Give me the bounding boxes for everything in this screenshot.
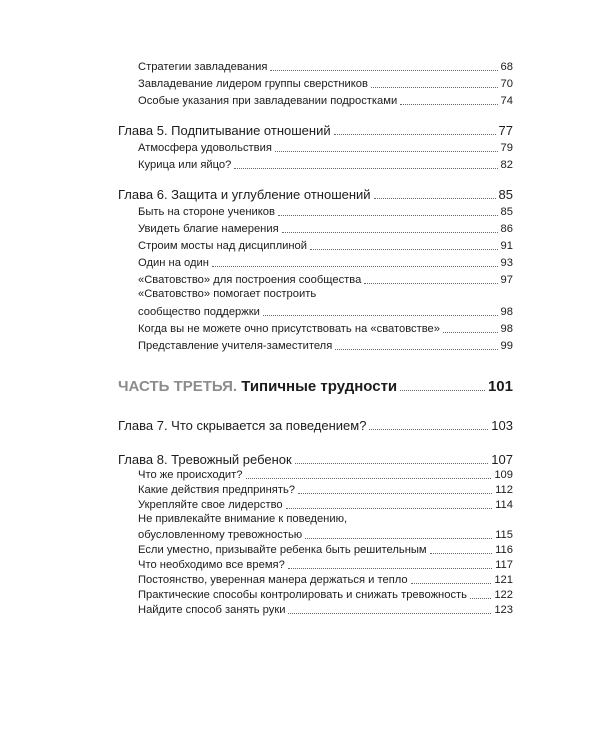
toc-entry[interactable]	[118, 319, 513, 336]
toc-part-title: Типичные трудности	[241, 378, 398, 395]
dot-leader	[364, 283, 497, 284]
toc-entry[interactable]	[118, 202, 513, 219]
dot-leader	[288, 613, 491, 614]
table-of-contents	[118, 57, 513, 617]
toc-entry-title: Постоянство, уверенная манера держаться и тепло	[138, 574, 408, 586]
toc-chapter[interactable]	[118, 184, 513, 202]
dot-leader	[234, 168, 497, 169]
toc-entry-title-line1: «Сватовство» помогает построить	[138, 288, 317, 300]
toc-part-label: ЧАСТЬ ТРЕТЬЯ.	[118, 378, 238, 395]
dot-leader	[443, 332, 498, 333]
toc-entry-title: Увидеть благие намерения	[138, 223, 279, 235]
toc-entry-title: Что необходимо все время?	[138, 559, 285, 571]
toc-entry-page: 97	[500, 274, 513, 286]
toc-entry[interactable]	[118, 155, 513, 172]
toc-entry[interactable]	[118, 557, 513, 572]
dot-leader	[246, 478, 492, 479]
dot-leader	[282, 232, 498, 233]
toc-entry[interactable]	[118, 336, 513, 353]
toc-entry-title: Стратегии завладевания	[138, 61, 268, 73]
toc-part[interactable]	[118, 374, 513, 394]
toc-entry-page: 115	[495, 529, 513, 541]
toc-entry[interactable]	[118, 497, 513, 512]
dot-leader	[470, 598, 491, 599]
toc-chapter-page: 85	[498, 187, 513, 202]
dot-leader	[275, 151, 498, 152]
toc-chapter-title: Глава 7. Что скрывается за поведением?	[118, 418, 367, 433]
toc-entry-last-line	[118, 302, 513, 319]
toc-entry-page: 99	[500, 340, 513, 352]
dot-leader	[374, 198, 496, 199]
toc-entry-page: 82	[500, 159, 513, 171]
toc-entry[interactable]	[118, 74, 513, 91]
toc-entry-title: Атмосфера удовольствия	[138, 142, 272, 154]
toc-entry-title: Один на один	[138, 257, 209, 269]
dot-leader	[263, 315, 498, 316]
toc-entry-page: 79	[500, 142, 513, 154]
toc-entry[interactable]	[118, 138, 513, 155]
dot-leader	[212, 266, 498, 267]
toc-entry-title: Строим мосты над дисциплиной	[138, 240, 308, 252]
toc-entry[interactable]	[118, 270, 513, 287]
toc-entry-title: Быть на стороне учеников	[138, 206, 275, 218]
toc-entry-page: 74	[500, 95, 513, 107]
toc-entry-page: 123	[494, 604, 513, 616]
toc-entry-page: 85	[500, 206, 513, 218]
toc-entry-title: Что же происходит?	[138, 469, 243, 481]
toc-entry-page: 109	[494, 469, 513, 481]
toc-entry-title: Практические способы контролировать и снижать тревожность	[138, 589, 467, 601]
toc-entry[interactable]	[118, 219, 513, 236]
toc-chapter-page: 107	[491, 452, 513, 467]
toc-entry-title: Особые указания при завладевании подростками	[138, 95, 398, 107]
dot-leader	[288, 568, 492, 569]
toc-entry[interactable]	[118, 57, 513, 74]
toc-chapter-page: 77	[498, 123, 513, 138]
toc-entry-title: Если уместно, призывайте ребенка быть решительным	[138, 544, 427, 556]
toc-entry-title-line2: обусловленному тревожностью	[138, 529, 303, 541]
toc-chapter[interactable]	[118, 415, 513, 433]
dot-leader	[270, 70, 497, 71]
toc-entry[interactable]	[118, 236, 513, 253]
dot-leader	[286, 508, 493, 509]
dot-leader	[298, 493, 492, 494]
toc-entry-page: 98	[500, 306, 513, 318]
toc-entry[interactable]	[118, 602, 513, 617]
toc-entry-page: 86	[500, 223, 513, 235]
toc-entry-title-line1: Не привлекайте внимание к поведению,	[138, 513, 348, 525]
toc-entry-page: 68	[500, 61, 513, 73]
toc-entry-page: 116	[495, 544, 513, 556]
toc-part-page: 101	[487, 378, 513, 395]
dot-leader	[400, 390, 485, 391]
toc-chapter[interactable]	[118, 120, 513, 138]
dot-leader	[400, 104, 497, 105]
toc-entry-multiline[interactable]	[118, 287, 513, 319]
toc-entry-page: 122	[494, 589, 513, 601]
toc-entry[interactable]	[118, 482, 513, 497]
toc-entry-page: 70	[500, 78, 513, 90]
toc-entry-last-line	[118, 527, 513, 542]
dot-leader	[335, 349, 497, 350]
dot-leader	[430, 553, 493, 554]
toc-chapter-page: 103	[491, 418, 513, 433]
toc-entry-title: Курица или яйцо?	[138, 159, 232, 171]
dot-leader	[411, 583, 492, 584]
toc-entry-page: 121	[494, 574, 513, 586]
toc-entry[interactable]	[118, 572, 513, 587]
toc-chapter-title: Глава 5. Подпитывание отношений	[118, 123, 331, 138]
toc-entry-page: 91	[500, 240, 513, 252]
toc-chapter[interactable]	[118, 449, 513, 467]
toc-entry-page: 114	[495, 499, 513, 511]
dot-leader	[305, 538, 492, 539]
toc-entry[interactable]	[118, 542, 513, 557]
toc-entry-title: Укрепляйте свое лидерство	[138, 499, 283, 511]
toc-entry-title: Завладевание лидером группы сверстников	[138, 78, 368, 90]
dot-leader	[369, 429, 488, 430]
dot-leader	[278, 215, 498, 216]
toc-entry-page: 93	[500, 257, 513, 269]
toc-entry-title: Когда вы не можете очно присутствовать на «сватовстве»	[138, 323, 440, 335]
toc-entry-page: 117	[495, 559, 513, 571]
toc-chapter-title: Глава 6. Защита и углубление отношений	[118, 187, 371, 202]
toc-entry[interactable]	[118, 91, 513, 108]
dot-leader	[310, 249, 498, 250]
toc-entry-title-line2: сообщество поддержки	[138, 306, 260, 318]
dot-leader	[295, 463, 489, 464]
toc-entry[interactable]	[118, 467, 513, 482]
toc-entry-title: Представление учителя-заместителя	[138, 340, 333, 352]
toc-entry[interactable]	[118, 587, 513, 602]
toc-entry-title: Найдите способ занять руки	[138, 604, 286, 616]
toc-entry-page: 98	[500, 323, 513, 335]
toc-entry[interactable]	[118, 253, 513, 270]
dot-leader	[334, 134, 496, 135]
dot-leader	[371, 87, 498, 88]
toc-entry-title: Какие действия предпринять?	[138, 484, 296, 496]
toc-entry-title: «Сватовство» для построения сообщества	[138, 274, 362, 286]
toc-entry-page: 112	[495, 484, 513, 496]
toc-chapter-title: Глава 8. Тревожный ребенок	[118, 452, 292, 467]
toc-entry-multiline[interactable]	[118, 512, 513, 542]
